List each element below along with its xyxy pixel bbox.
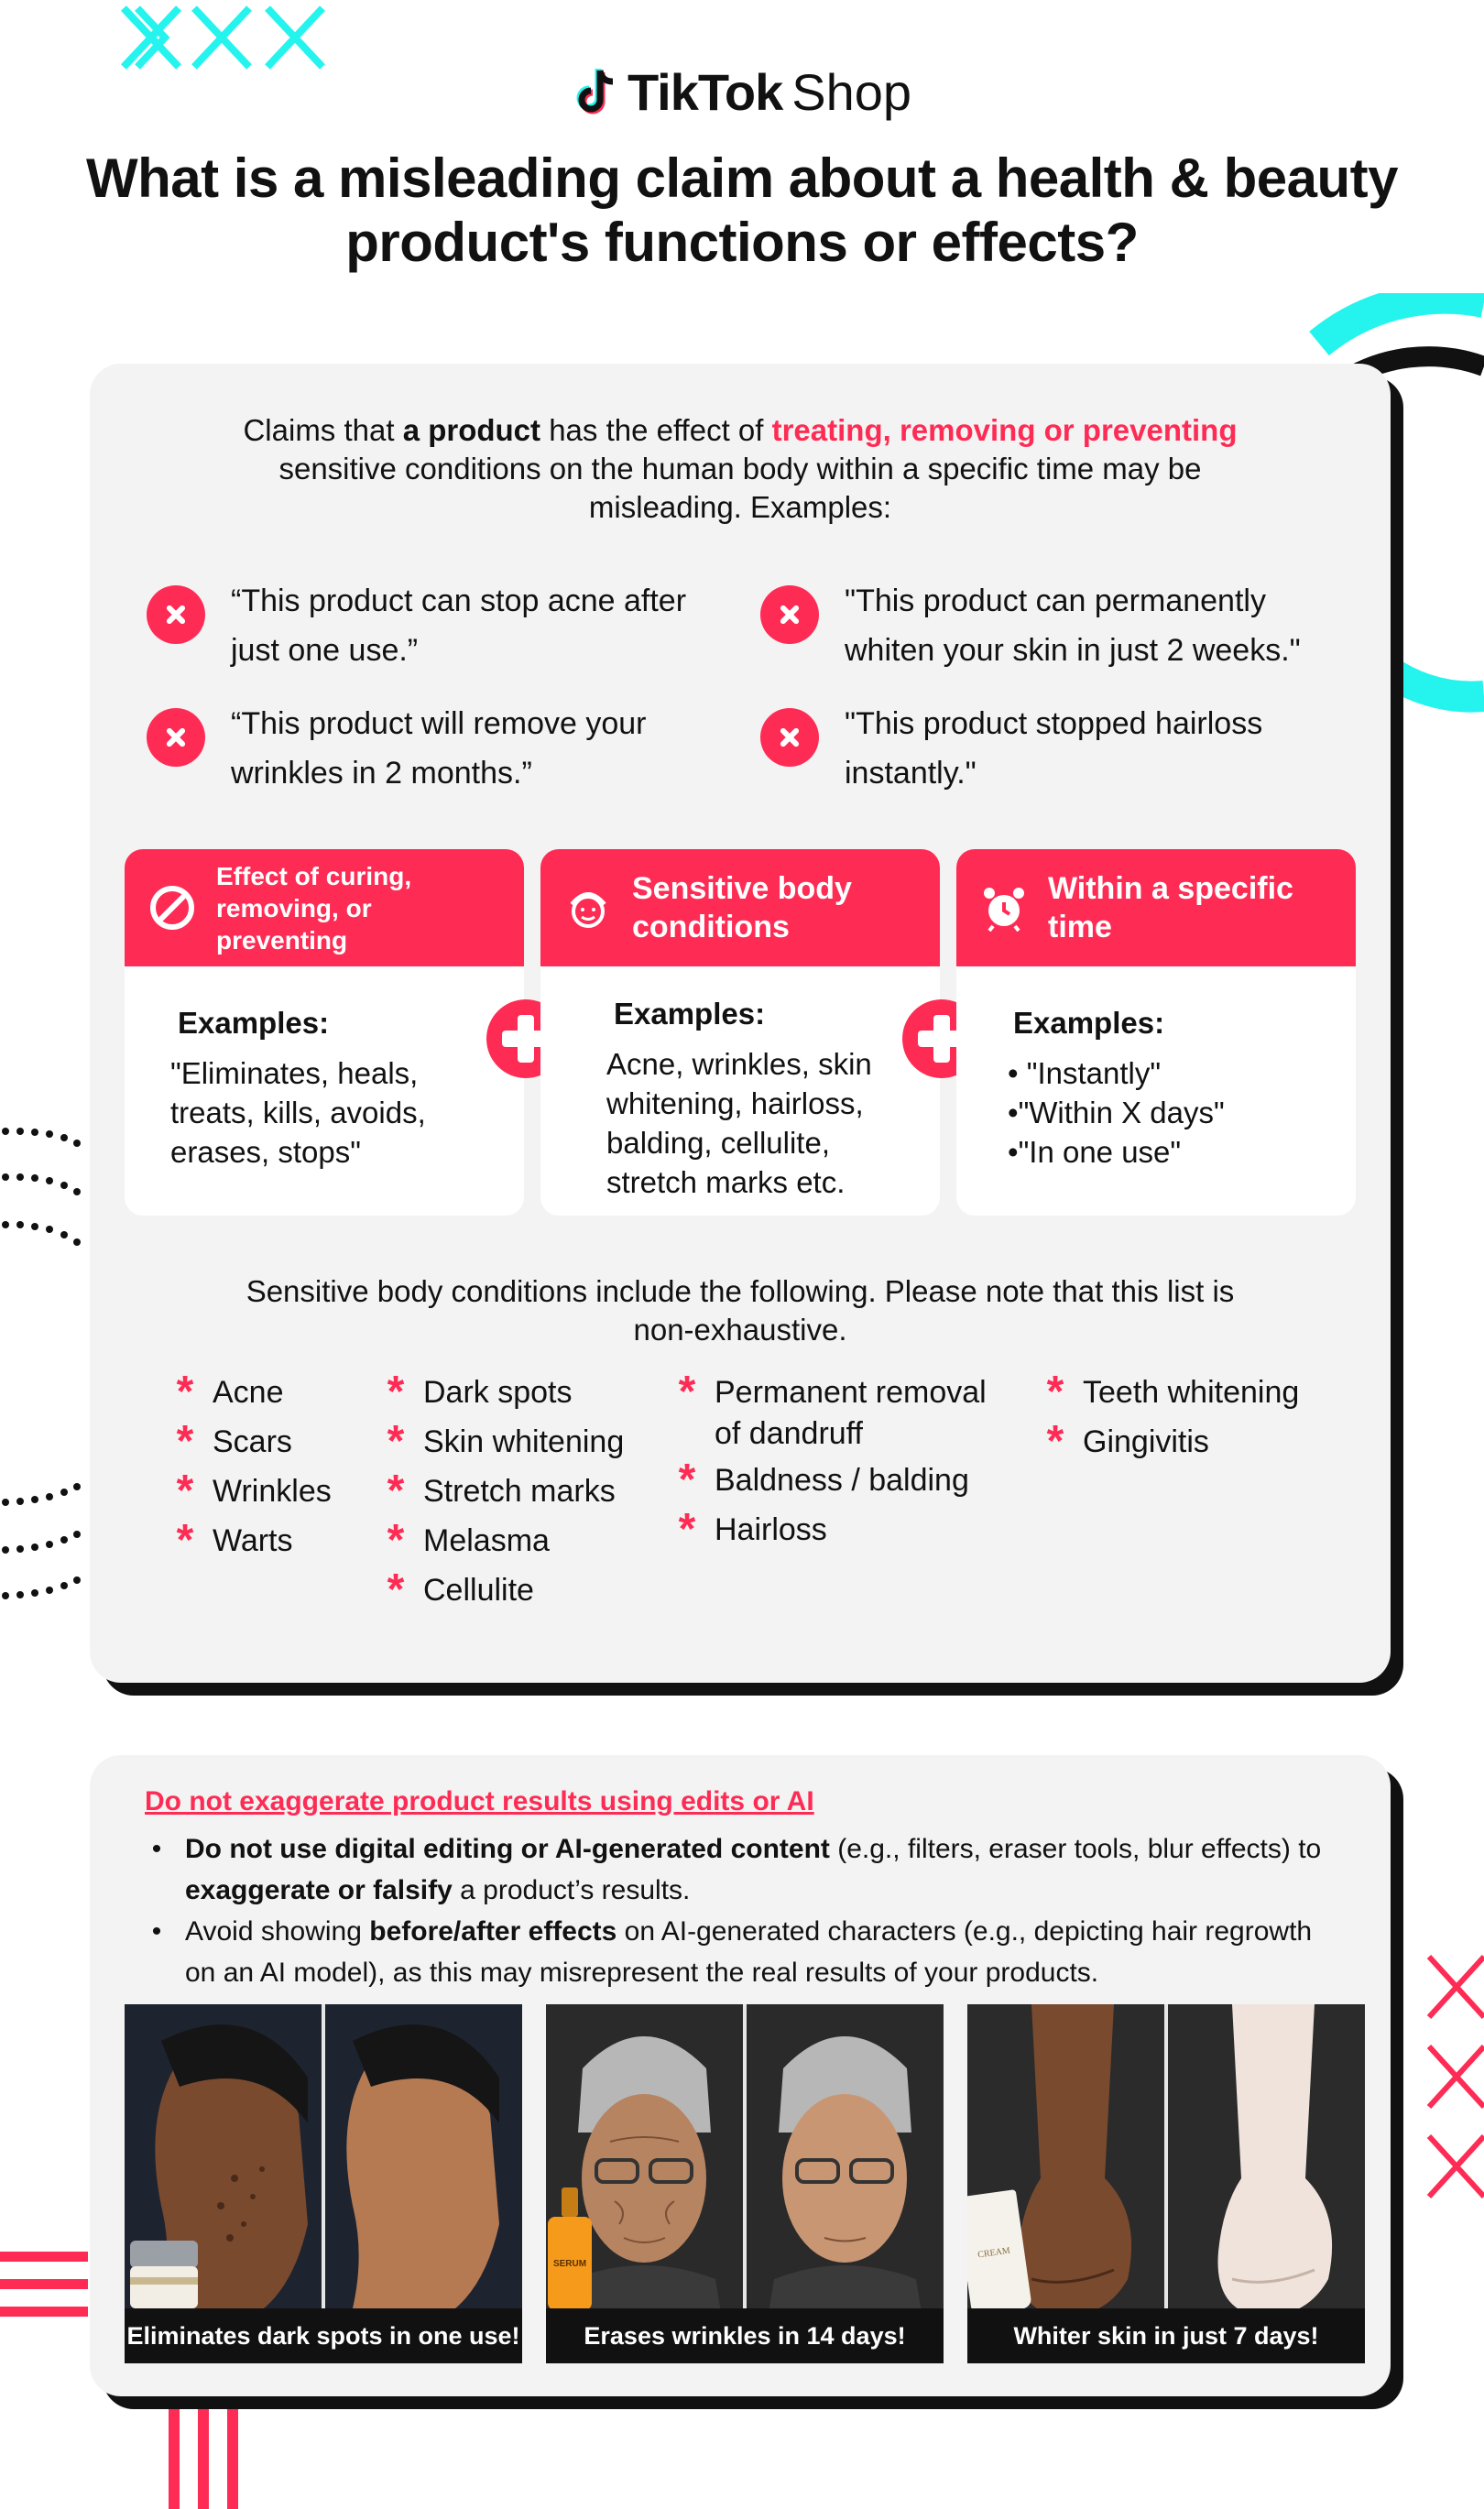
examples-list bbox=[1008, 1053, 1328, 1172]
criteria-box-effect bbox=[125, 849, 524, 1216]
claim-item bbox=[147, 576, 715, 675]
criteria-header bbox=[956, 849, 1356, 966]
examples-label: Examples: bbox=[614, 997, 766, 1031]
list-item: * Warts bbox=[169, 1516, 332, 1565]
criteria-header bbox=[125, 849, 524, 966]
criteria-title: Sensitive body conditions bbox=[632, 870, 852, 944]
conditions-column-4 bbox=[1039, 1368, 1299, 1467]
photo-caption: Erases wrinkles in 14 days! bbox=[546, 2308, 944, 2363]
page-headline: What is a misleading claim about a health & beauty product's functions or effects? bbox=[86, 147, 1398, 273]
criteria-body bbox=[956, 966, 1356, 1172]
stripes-left bbox=[0, 2252, 88, 2317]
product-label: CREAM bbox=[977, 2245, 1011, 2260]
list-item: * Acne bbox=[169, 1368, 332, 1417]
list-item-continuation: of dandruff bbox=[715, 1416, 863, 1451]
claim-item bbox=[760, 576, 1347, 675]
criteria-title: Effect of curing, removing, or preventing bbox=[216, 861, 412, 955]
asterisk-icon: * bbox=[387, 1516, 405, 1565]
list-item: * Scars bbox=[169, 1417, 332, 1467]
list-item: • Avoid showing before/after effects on AI-generated characters (e.g., depicting hair regrowth on an AI model), as this may misrepresent the real results of your products. bbox=[145, 1911, 1336, 1993]
claim-item bbox=[147, 699, 715, 798]
asterisk-icon: * bbox=[387, 1565, 405, 1614]
asterisk-icon: * bbox=[176, 1368, 194, 1416]
list-item: * Baldness / balding bbox=[671, 1456, 987, 1505]
dotted-lines-left-2 bbox=[0, 1466, 101, 1612]
product-label: SERUM bbox=[552, 2258, 587, 2269]
examples-label: Examples: bbox=[178, 1006, 330, 1040]
brand-name-light: Shop bbox=[791, 63, 912, 121]
examples-text: "Eliminates, heals, treats, kills, avoids, erases, stops" bbox=[170, 1056, 426, 1169]
alarm-clock-icon bbox=[977, 880, 1031, 935]
claim-text: "This product stopped hairloss instantly." bbox=[845, 706, 1263, 791]
list-item: • Do not use digital editing or AI-generated content (e.g., filters, eraser tools, blur effects) to exaggerate or falsify a product’s results. bbox=[145, 1828, 1336, 1911]
criteria-body bbox=[540, 966, 940, 1202]
x-pattern-right bbox=[1425, 1951, 1484, 2226]
examples-label: Examples: bbox=[1013, 1006, 1165, 1040]
asterisk-icon: * bbox=[1046, 1417, 1064, 1466]
bullet-icon: • bbox=[151, 1916, 162, 1947]
criteria-body bbox=[125, 966, 524, 1172]
x-pattern-top-left bbox=[119, 4, 394, 71]
intro-text: Claims that a product has the effect of treating, removing or preventing sensitive conditions on the human body within a specific time may be misleading. Examples: bbox=[243, 413, 1238, 524]
misleading-claims-card bbox=[90, 364, 1391, 1683]
dotted-lines-left-1 bbox=[0, 1113, 101, 1260]
face-mask-icon bbox=[561, 880, 616, 935]
example-photo-dark-spots bbox=[125, 2004, 522, 2363]
example-photo-whitening bbox=[967, 2004, 1365, 2363]
conditions-note: Sensitive body conditions include the following. Please note that this list is non-exhaustive. bbox=[246, 1274, 1235, 1347]
cream-jar-image bbox=[125, 2233, 207, 2316]
asterisk-icon: * bbox=[176, 1467, 194, 1515]
criteria-title: Within a specific time bbox=[1048, 870, 1293, 944]
criteria-box-conditions bbox=[540, 849, 940, 1216]
stripes-bottom bbox=[169, 2402, 238, 2509]
asterisk-icon: * bbox=[387, 1417, 405, 1466]
bullet-icon: • bbox=[151, 1834, 162, 1864]
serum-bottle-image bbox=[546, 2187, 594, 2310]
examples-text: Acne, wrinkles, skin whitening, hairloss, balding, cellulite, stretch marks etc. bbox=[606, 1047, 872, 1199]
list-item: * Hairloss bbox=[671, 1505, 987, 1554]
x-circle-icon bbox=[760, 708, 819, 767]
list-item: * Permanent removal bbox=[671, 1368, 987, 1417]
example-photo-wrinkles bbox=[546, 2004, 944, 2363]
asterisk-icon: * bbox=[678, 1456, 696, 1504]
photo-caption: Whiter skin in just 7 days! bbox=[967, 2308, 1365, 2363]
list-item: * Cellulite bbox=[379, 1565, 624, 1615]
brand-name-bold: TikTok bbox=[627, 63, 783, 121]
asterisk-icon: * bbox=[1046, 1368, 1064, 1416]
ai-rules-list bbox=[145, 1828, 1336, 1993]
list-item: * Stretch marks bbox=[379, 1467, 624, 1516]
asterisk-icon: * bbox=[678, 1505, 696, 1554]
list-item: • "Instantly" bbox=[1008, 1056, 1162, 1090]
x-circle-icon bbox=[147, 708, 205, 767]
tiktok-note-icon bbox=[573, 67, 618, 118]
list-item: * Gingivitis bbox=[1039, 1417, 1299, 1467]
ai-section-title: Do not exaggerate product results using edits or AI bbox=[145, 1786, 814, 1816]
list-item: * Wrinkles bbox=[169, 1467, 332, 1516]
conditions-column-3 bbox=[671, 1368, 987, 1554]
list-item: •"Within X days" bbox=[1008, 1096, 1225, 1129]
conditions-column-1 bbox=[169, 1368, 332, 1565]
criteria-header bbox=[540, 849, 940, 966]
x-circle-icon bbox=[147, 585, 205, 644]
photo-caption: Eliminates dark spots in one use! bbox=[125, 2308, 522, 2363]
ai-editing-card bbox=[90, 1755, 1391, 2396]
tiktok-shop-logo bbox=[0, 62, 1484, 122]
prohibited-icon bbox=[145, 880, 200, 935]
claim-text: “This product will remove your wrinkles in 2 months.” bbox=[231, 706, 647, 791]
conditions-column-2 bbox=[379, 1368, 624, 1615]
list-item: * Melasma bbox=[379, 1516, 624, 1565]
x-circle-icon bbox=[760, 585, 819, 644]
asterisk-icon: * bbox=[176, 1417, 194, 1466]
list-item: * Teeth whitening bbox=[1039, 1368, 1299, 1417]
claim-text: “This product can stop acne after just one use.” bbox=[231, 584, 687, 668]
list-item: * Skin whitening bbox=[379, 1417, 624, 1467]
asterisk-icon: * bbox=[387, 1467, 405, 1515]
list-item: •"In one use" bbox=[1008, 1135, 1182, 1169]
criteria-box-time bbox=[956, 849, 1356, 1216]
asterisk-icon: * bbox=[176, 1516, 194, 1565]
claim-item bbox=[760, 699, 1347, 798]
asterisk-icon: * bbox=[678, 1368, 696, 1416]
claim-text: "This product can permanently whiten your skin in just 2 weeks." bbox=[845, 584, 1301, 668]
list-item: * Dark spots bbox=[379, 1368, 624, 1417]
asterisk-icon: * bbox=[387, 1368, 405, 1416]
